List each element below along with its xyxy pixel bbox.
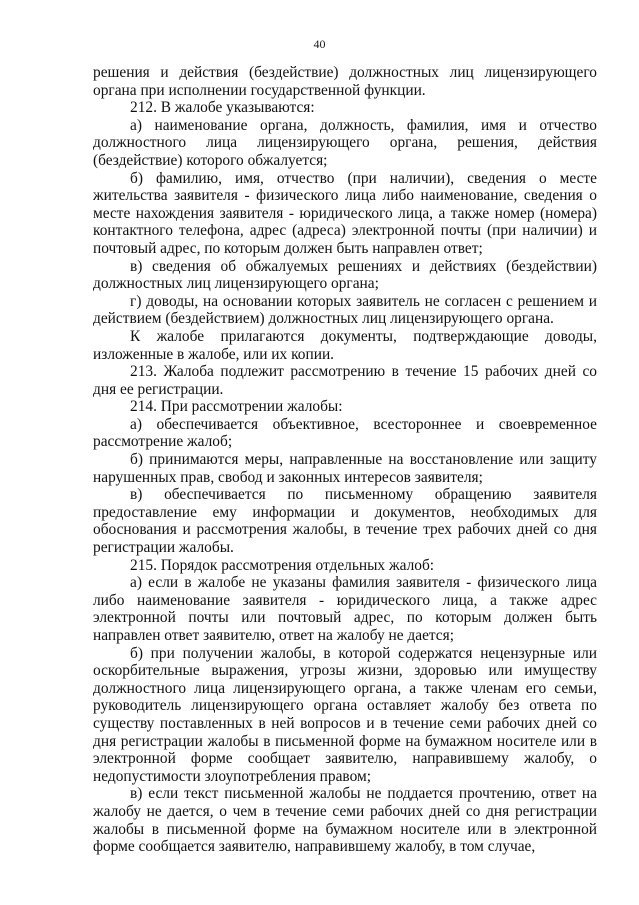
document-body xyxy=(93,64,597,856)
paragraph-continuation: решения и действия (бездействие) должностных лиц лицензирующего органа при исполнении государственной функции. xyxy=(93,64,597,99)
paragraph-215-heading: 215. Порядок рассмотрения отдельных жалоб: xyxy=(130,556,435,574)
paragraph-212-b: б) фамилию, имя, отчество (при наличии), сведения о месте жительства заявителя - физического лица либо наименование, сведения о месте нахождения заявителя - юридического лица, а также номер (номера) контактного телефона, адрес (адреса) электронной почты (при наличии) и почтовый адрес, по которым должен быть направлен ответ; xyxy=(93,169,597,257)
paragraph-214-v: в) обеспечивается по письменному обращению заявителя предоставление ему информации и документов, необходимых для обоснования и рассмотрения жалобы, в течение трех рабочих дней со дня регистрации жалобы. xyxy=(93,486,597,557)
paragraph-212-heading: 212. В жалобе указываются: xyxy=(130,99,315,117)
paragraph-215-v: в) если текст письменной жалобы не поддается прочтению, ответ на жалобу не дается, о чем в течение семи рабочих дней со дня регистрации жалобы в письменной форме на бумажном носителе или в электронной форме сообщается заявителю, направившему жалобу, в том случае, xyxy=(93,785,597,856)
paragraph-214-heading: 214. При рассмотрении жалобы: xyxy=(130,398,343,416)
paragraph-212-a: а) наименование органа, должность, фамилия, имя и отчество должностного лица лицензирующего органа, решения, действия (бездействие) которого обжалуется; xyxy=(93,116,597,169)
paragraph-212-v: в) сведения об обжалуемых решениях и действиях (бездействии) должностных лиц лицензирующего органа; xyxy=(93,257,597,293)
page-number: 40 xyxy=(313,37,326,51)
paragraph-215-b: б) при получении жалобы, в которой содержатся нецензурные или оскорбительные выражения, угрозы жизни, здоровью или имуществу должностного лица лицензирующего органа, а также членам его семьи, руководитель лицензирующего органа оставляет жалобу без ответа по существу поставленных в ней вопросов и в течение семи рабочих дней со дня регистрации жалобы в письменной форме на бумажном носителе или в электронной форме сообщает заявителю, направившему жалобу, о недопустимости злоупотребления правом; xyxy=(93,644,597,785)
paragraph-214-a: а) обеспечивается объективное, всестороннее и своевременное рассмотрение жалоб; xyxy=(93,415,597,451)
paragraph-215-a: а) если в жалобе не указаны фамилия заявителя - физического лица либо наименование заявителя - юридического лица, а также адрес электронной почты или почтовый адрес, по которым должен быть направлен ответ заявителю, ответ на жалобу не дается; xyxy=(93,574,597,644)
paragraph-214-b: б) принимаются меры, направленные на восстановление или защиту нарушенных прав, свобод и законных интересов заявителя; xyxy=(93,451,597,486)
paragraph-213: 213. Жалоба подлежит рассмотрению в течение 15 рабочих дней со дня ее регистрации. xyxy=(93,363,597,398)
paragraph-212-attachments: К жалобе прилагаются документы, подтверждающие доводы, изложенные в жалобе, или их копии. xyxy=(93,327,597,363)
paragraph-212-g: г) доводы, на основании которых заявитель не согласен с решением и действием (бездействием) должностных лиц лицензирующего органа. xyxy=(93,292,597,328)
